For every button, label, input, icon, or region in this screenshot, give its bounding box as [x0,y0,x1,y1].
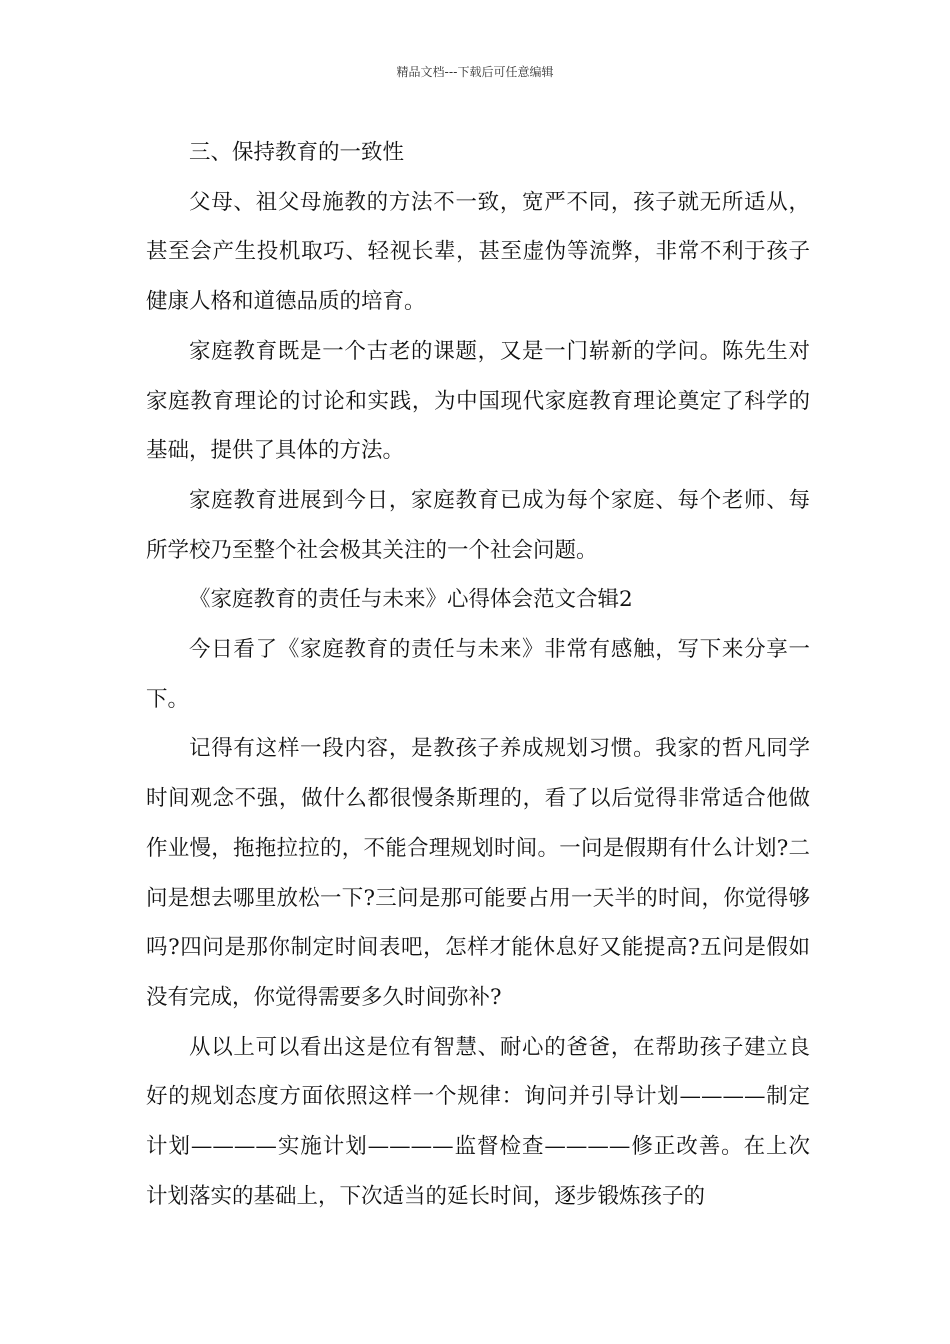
body-paragraph: 今日看了《家庭教育的责任与未来》非常有感触，写下来分享一下。 [146,637,810,712]
body-paragraph: 家庭教育进展到今日，家庭教育已成为每个家庭、每个老师、每所学校乃至整个社会极其关注的一个社会问题。 [146,487,810,563]
body-paragraph: 从以上可以看出这是位有智慧、耐心的爸爸，在帮助孩子建立良好的规划态度方面依照这样一个规律：询问并引导计划————制定计划————实施计划————监督检查————修正改善。在上次计划落实的基础上，下次适当的延长时间，逐步锻炼孩子的 [146,1034,810,1209]
section-heading: 三、保持教育的一致性 [189,140,405,165]
document-body [146,128,810,1221]
page-header: 精品文档---下载后可任意编辑 [396,65,554,79]
article-title: 《家庭教育的责任与未来》心得体会范文合辑2 [189,587,633,613]
body-paragraph: 父母、祖父母施教的方法不一致，宽严不同，孩子就无所适从，甚至会产生投机取巧、轻视长辈，甚至虚伪等流弊，非常不利于孩子健康人格和道德品质的培育。 [146,189,810,315]
body-paragraph: 记得有这样一段内容，是教孩子养成规划习惯。我家的哲凡同学时间观念不强，做什么都很慢条斯理的，看了以后觉得非常适合他做作业慢，拖拖拉拉的，不能合理规划时间。一问是假期有什么计划?二问是想去哪里放松一下?三问是那可能要占用一天半的时间，你觉得够吗?四问是那你制定时间表吧，怎样才能休息好又能提高?五问是假如没有完成，你觉得需要多久时间弥补? [146,736,810,1010]
body-paragraph: 家庭教育既是一个古老的课题，又是一门崭新的学问。陈先生对家庭教育理论的讨论和实践，为中国现代家庭教育理论奠定了科学的基础，提供了具体的方法。 [146,338,810,464]
